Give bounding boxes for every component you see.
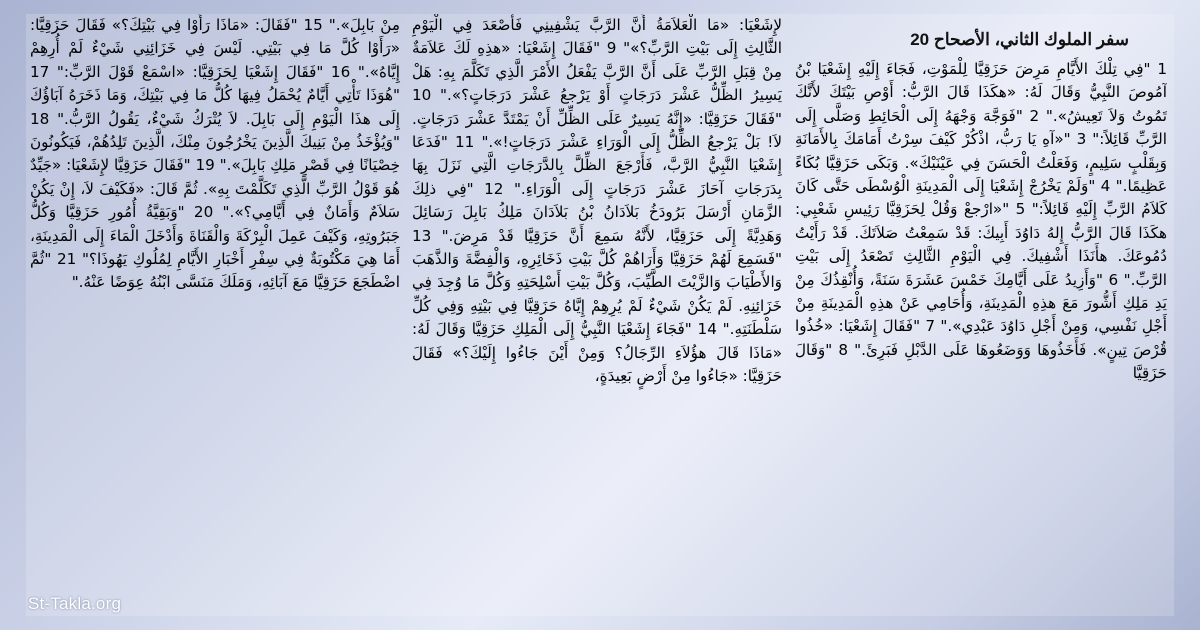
text-column-middle [412,14,782,616]
column-text-left: مِنْ بَابِلَ»." 15 "فَقَالَ: «مَاذَا رَأَوْا فِي بَيْتِكَ؟» فَقَالَ حَزَقِيَّا: «رَأَوْا كُلَّ مَا فِي بَيْتِي. لَيْسَ فِي خَزَائِنِي شَيْءٌ لَمْ أُرِهِمْ إِيَّاهُ»." 16 "فَقَالَ إِشَعْيَا لِحَزَقِيَّا: «اسْمَعْ قَوْلَ الرَّبِّ:" 17 "هُوَذَا تَأْتِي أَيَّامٌ يُحْمَلُ فِيهَا كُلُّ مَا فِي بَيْتِكَ، وَمَا ذَخَرَهُ آبَاؤُكَ إِلَى هذَا الْيَوْمِ إِلَى بَابِلَ. لاَ يُتْرَكُ شَيْءٌ، يَقُولُ الرَّبُّ." 18 "وَيُؤْخَذُ مِنْ بَنِيكَ الَّذِينَ يَخْرُجُونَ مِنْكَ، الَّذِينَ تَلِدُهُمْ، فَيَكُونُونَ خِصْيَانًا فِي قَصْرِ مَلِكِ بَابِلَ»." 19 "فَقَالَ حَزَقِيَّا لإِشَعْيَا: «جَيِّدٌ هُوَ قَوْلُ الرَّبِّ الَّذِي تَكَلَّمْتَ بِهِ». ثُمَّ قَالَ: «فَكَيْفَ لاَ، إِنْ يَكُنْ سَلاَمٌ وَأَمَانٌ فِي أَيَّامِي؟»." 20 "وَبَقِيَّةُ أُمُورِ حَزَقِيَّا وَكُلُّ جَبَرُوتِهِ، وَكَيْفَ عَمِلَ الْبِرْكَةَ وَالْقَنَاةَ وَأَدْخَلَ الْمَاءَ إِلَى الْمَدِينَةِ، أَمَا هِيَ مَكْتُوبَةٌ فِي سِفْرِ أَخْبَارِ الأَيَّامِ لِمُلُوكِ يَهُوذَا؟" 21 "ثُمَّ اضْطَجَعَ حَزَقِيَّا مَعَ آبَائِهِ، وَمَلَكَ مَنَسَّى ابْنُهُ عِوَضًا عَنْهُ." [30,16,400,292]
chapter-title: سفر الملوك الثاني، الأصحاح 20 [910,30,1129,49]
text-column-left [30,14,400,616]
text-column-right [795,14,1167,616]
column-text-right: 1 "فِي تِلْكَ الأَيَّامِ مَرِضَ حَزَقِيَّا لِلْمَوْتِ، فَجَاءَ إِلَيْهِ إِشَعْيَا بْنُ آمُوصَ النَّبِيُّ وَقَالَ لَهُ: «هكَذَا قَالَ الرَّبُّ: أَوْصِ بَيْتَكَ لأَنَّكَ تَمُوتُ وَلاَ تَعِيشُ»." 2 "فَوَجَّهَ وَجْهَهُ إِلَى الْحَائِطِ وَصَلَّى إِلَى الرَّبِّ قَائِلاً:" 3 "«آهِ يَا رَبُّ، اذْكُرْ كَيْفَ سِرْتُ أَمَامَكَ بِالأَمَانَةِ وَبِقَلْبٍ سَلِيمٍ، وَفَعَلْتُ الْحَسَنَ فِي عَيْنَيْكَ». وَبَكَى حَزَقِيَّا بُكَاءً عَظِيمًا." 4 "وَلَمْ يَخْرُجْ إِشَعْيَا إِلَى الْمَدِينَةِ الْوُسْطَى حَتَّى كَانَ كَلاَمُ الرَّبِّ إِلَيْهِ قَائِلاً:" 5 "«ارْجعْ وَقُلْ لِحَزَقِيَّا رَئِيسِ شَعْبِي: هكَذَا قَالَ الرَّبُّ إِلهُ دَاوُدَ أَبِيكَ: قَدْ سَمِعْتُ صَلاَتَكَ. قَدْ رَأَيْتُ دُمُوعَكَ. هأَنَذَا أَشْفِيكَ. فِي الْيَوْمِ الثَّالِثِ تَصْعَدُ إِلَى بَيْتِ الرَّبِّ." 6 "وَأَزِيدُ عَلَى أَيَّامِكَ خَمْسَ عَشَرَةَ سَنَةً، وَأُنْقِذُكَ مِنْ يَدِ مَلِكِ أَشُّورَ مَعَ هذِهِ الْمَدِينَةِ، وَأُحَامِي عَنْ هذِهِ الْمَدِينَةِ مِنْ أَجْلِ نَفْسِي، وَمِنْ أَجْلِ دَاوُدَ عَبْدِي»." 7 "فَقَالَ إِشَعْيَا: «خُذُوا قُرْصَ تِينٍ». فَأَخَذُوهَا وَوَضَعُوهَا عَلَى الدَّبْلِ فَبَرِئَ." 8 "وَقَالَ حَزَقِيَّا [795,60,1167,383]
site-watermark: St-Takla.org [28,594,122,613]
column-text-middle: لإِشَعْيَا: «مَا الْعَلاَمَةُ أَنَّ الرَّبَّ يَشْفِينِي فَأَصْعَدَ فِي الْيَوْمِ الثَّالِثِ إِلَى بَيْتِ الرَّبِّ؟»" 9 "فَقَالَ إِشَعْيَا: «هذِهِ لَكَ عَلاَمَةٌ مِنْ قِبَلِ الرَّبِّ عَلَى أَنَّ الرَّبَّ يَفْعَلُ الأَمْرَ الَّذِي تَكَلَّمَ بِهِ: هَلْ يَسِيرُ الظِّلُّ عَشْرَ دَرَجَاتٍ أَوْ يَرْجعُ عَشْرَ دَرَجَاتٍ؟»." 10 "فَقَالَ حَزَقِيَّا: «إِنَّهُ يَسِيرٌ عَلَى الظِّلِّ أَنْ يَمْتَدَّ عَشْرَ دَرَجَاتٍ. لاَ! بَلْ يَرْجعُ الظِّلُّ إِلَى الْوَرَاءِ عَشْرَ دَرَجَاتٍ!»." 11 "فَدَعَا إِشَعْيَا النَّبِيُّ الرَّبَّ، فَأَرْجَعَ الظِّلَّ بِالدَّرَجَاتِ الَّتِي نَزَلَ بِهَا بِدَرَجَاتِ آحَازَ عَشْرَ دَرَجَاتٍ إِلَى الْوَرَاءِ." 12 "فِي ذلِكَ الزَّمَانِ أَرْسَلَ بَرُودَخُ بَلاَدَانُ بْنُ بَلاَدَانَ مَلِكُ بَابِلَ رَسَائِلَ وَهَدِيَّةً إِلَى حَزَقِيَّا، لأَنَّهُ سَمِعَ أَنَّ حَزَقِيَّا قَدْ مَرِضَ." 13 "فَسَمِعَ لَهُمْ حَزَقِيَّا وَأَرَاهُمْ كُلَّ بَيْتِ ذَخَائِرِهِ، وَالْفِضَّةَ وَالذَّهَبَ وَالأَطْيَابَ وَالزَّيْتَ الطَّيِّبَ، وَكُلَّ بَيْتِ أَسْلِحَتِهِ وَكُلَّ مَا وُجِدَ فِي خَزَائِنِهِ. لَمْ يَكُنْ شَيْءٌ لَمْ يُرِهِمْ إِيَّاهُ حَزَقِيَّا فِي بَيْتِهِ وَفِي كُلِّ سَلْطَنَتِهِ." 14 "فَجَاءَ إِشَعْيَا النَّبِيُّ إِلَى الْمَلِكِ حَزَقِيَّا وَقَالَ لَهُ: «مَاذَا قَالَ هؤُلاَءِ الرِّجَالُ؟ وَمِنْ أَيْنَ جَاءُوا إِلَيْكَ؟» فَقَالَ حَزَقِيَّا: «جَاءُوا مِنْ أَرْضٍ بَعِيدَةٍ، [412,16,782,386]
